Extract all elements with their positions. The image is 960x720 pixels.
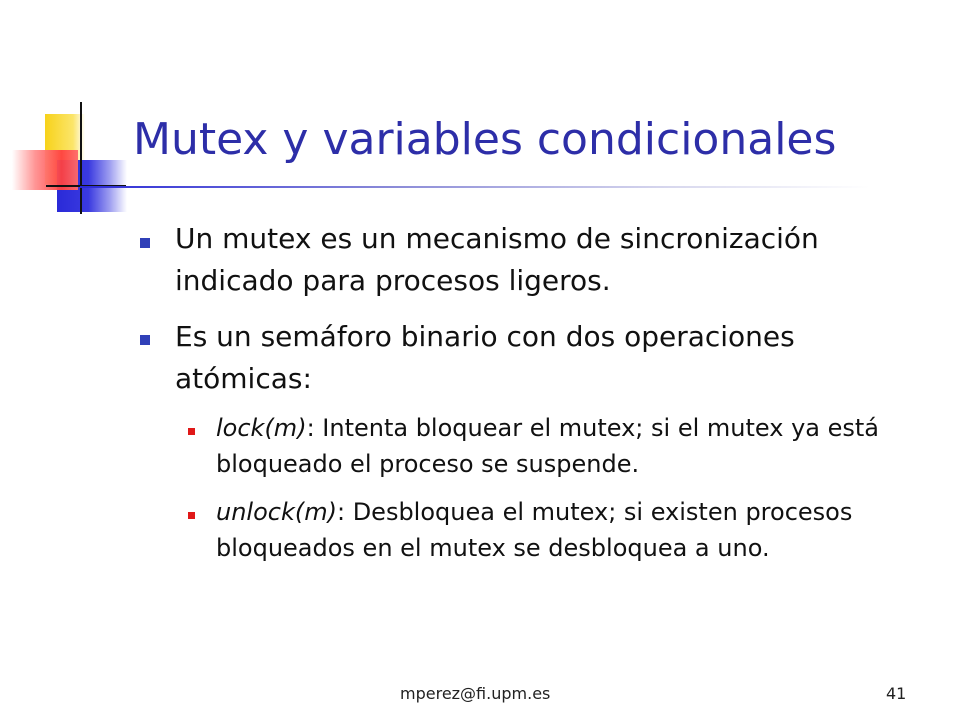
subbullet-text <box>216 410 936 482</box>
subbullet-term: unlock(m) <box>216 498 337 526</box>
logo-vertical-line <box>80 102 82 214</box>
subbullet-square-icon <box>188 512 195 519</box>
footer-author: mperez@fi.upm.es <box>400 684 551 703</box>
title-underline <box>80 186 870 188</box>
logo-red-square <box>12 150 78 190</box>
bullet-text: Un mutex es un mecanismo de sincronización indicado para procesos ligeros. <box>175 222 819 297</box>
subbullet-term: lock(m) <box>216 414 307 442</box>
slide-title: Mutex y variables condicionales <box>133 114 837 165</box>
bullet-square-icon <box>140 238 150 248</box>
subbullet-text <box>216 494 936 566</box>
footer-page-number: 41 <box>886 684 907 703</box>
subbullet-description: : Intenta bloquear el mutex; si el mutex ya está bloqueado el proceso se suspende. <box>216 414 879 478</box>
subbullet-description: : Desbloquea el mutex; si existen procesos bloqueados en el mutex se desbloquea a uno. <box>216 498 853 562</box>
subbullet-square-icon <box>188 428 195 435</box>
bullet-text: Es un semáforo binario con dos operaciones atómicas: <box>175 320 795 395</box>
bullet-square-icon <box>140 335 150 345</box>
